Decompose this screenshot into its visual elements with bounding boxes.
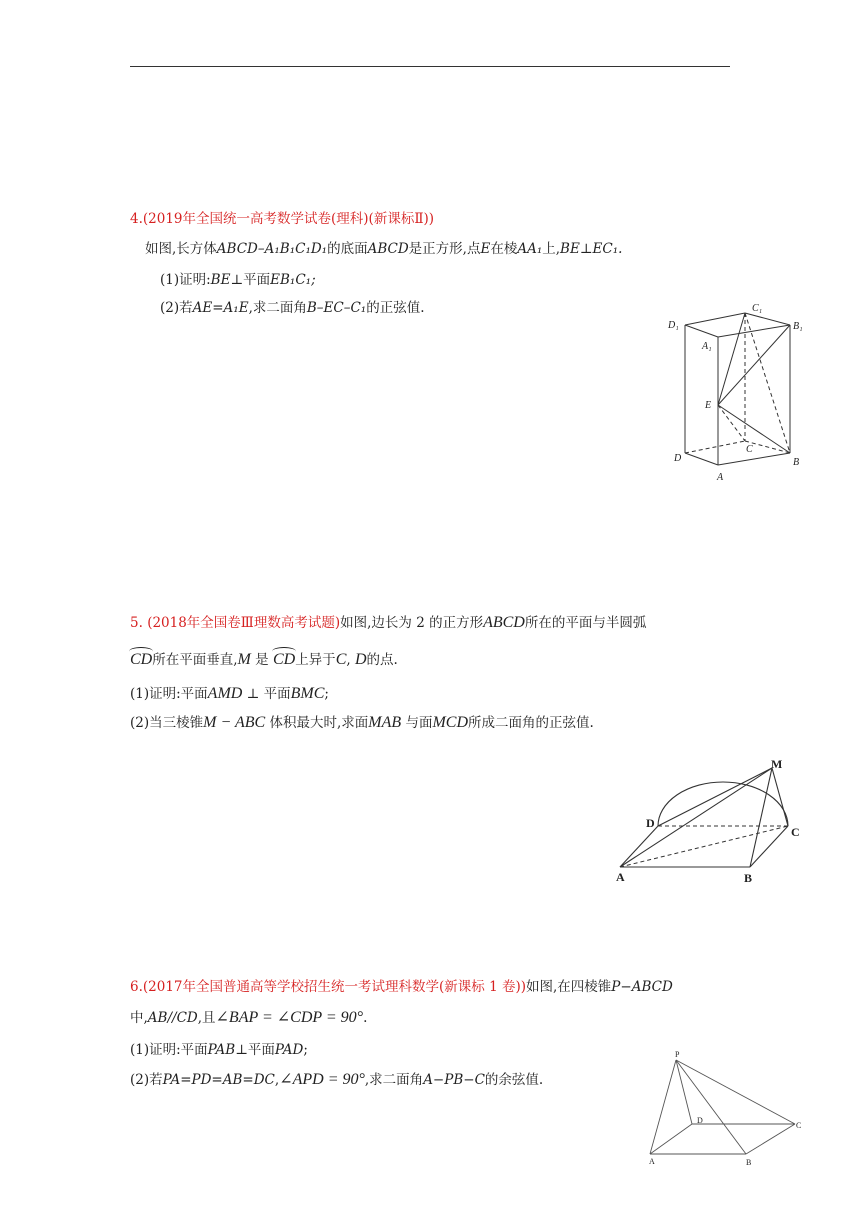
text: 与面 (405, 715, 433, 731)
math-text: BE⊥EC₁. (560, 241, 623, 257)
text: 所在平面垂直, (152, 652, 238, 668)
math-text: PA=PD=AB=DC (162, 1072, 275, 1088)
text: 平面 (263, 686, 291, 702)
segment-C1E (718, 313, 745, 405)
hidden-segment-AC (620, 826, 788, 867)
segment-AM (620, 768, 772, 867)
edge-DA (685, 453, 718, 465)
math-text: P−ABCD (611, 979, 673, 995)
edge-BC (750, 826, 788, 867)
text: ,求二面角 (248, 300, 307, 316)
math-text: ABCD (367, 241, 409, 257)
segment-EB1 (718, 325, 790, 405)
label-A1: A₁ (702, 341, 712, 352)
text: 上异于 (295, 652, 336, 668)
text: 所在的平面与半圆弧 (524, 615, 647, 631)
segment-DM (658, 768, 772, 826)
text: ,且 (197, 1010, 216, 1026)
text: ; (303, 1042, 308, 1058)
text: (2)若 (160, 300, 193, 316)
text: 所成二面角的正弦值. (468, 715, 594, 731)
label-D: D (674, 453, 682, 464)
math-text: PAB (207, 1042, 236, 1058)
math-text: MCD (432, 714, 469, 731)
label-A: A (717, 472, 724, 483)
text: 的正弦值. (366, 300, 425, 316)
math-text: EB₁C₁; (270, 272, 316, 288)
label-A: A (616, 870, 625, 884)
label-M: M (771, 757, 783, 771)
problem-number: 4. (130, 211, 143, 227)
label-B: B (746, 1158, 752, 1167)
text: 在棱 (490, 241, 518, 257)
semicircle-figure (610, 750, 810, 885)
math-text: ∠APD = 90° (279, 1071, 365, 1088)
segment-BM (750, 768, 772, 867)
problem-source: (2018年全国卷Ⅲ理数高考试题) (147, 615, 341, 631)
math-text: M (237, 651, 251, 668)
arc-CD-curve (658, 782, 788, 826)
text: . (363, 1010, 368, 1026)
problem-4-heading (130, 209, 434, 229)
text: ⊥ (246, 686, 260, 702)
math-text: D (354, 651, 367, 668)
text: 中, (130, 1010, 148, 1026)
problem-5-line-2 (130, 650, 398, 670)
label-B: B (793, 457, 800, 468)
problem-5-line-1 (130, 613, 646, 633)
text: , (274, 1072, 280, 1088)
problem-6-question-2 (130, 1070, 543, 1090)
math-text: ∠BAP = ∠CDP = 90° (215, 1009, 364, 1026)
text: ; (324, 686, 329, 702)
math-text: PAD (274, 1042, 304, 1058)
edge-A1B1 (718, 325, 790, 337)
text: 如图,在四棱锥 (526, 979, 612, 995)
header-rule (130, 66, 730, 67)
text: 是正方形,点 (408, 241, 481, 257)
math-text: AE=A₁E (192, 300, 249, 316)
problem-number: 6. (130, 979, 143, 995)
label-D1: D₁ (668, 320, 679, 331)
label-P: P (675, 1050, 680, 1059)
arc-CD: CD (272, 651, 296, 668)
math-text: C (335, 651, 347, 668)
text: (1)证明:平面 (130, 1042, 208, 1058)
label-C1: C₁ (752, 303, 763, 314)
problem-5-question-2 (130, 713, 594, 733)
text: , (346, 652, 351, 668)
problem-5-question-1 (130, 684, 329, 704)
hidden-segment-EC (718, 405, 745, 441)
edge-BC (746, 1124, 795, 1154)
text: 如图,长方体 (145, 241, 217, 257)
problem-6-line-2 (130, 1008, 367, 1028)
text: 如图,边长为 2 的正方形 (340, 615, 484, 631)
edge-D1A1 (685, 325, 718, 337)
edge-PB (676, 1060, 746, 1154)
math-text: AA₁ (517, 241, 543, 257)
segment-EB (718, 405, 790, 453)
problem-source: (2017年全国普通高等学校招生统一考试理科数学(新课标 1 卷)) (142, 979, 526, 995)
hidden-edge-DC (685, 441, 745, 453)
text: ,求二面角 (364, 1072, 424, 1088)
text: 上, (542, 241, 561, 257)
edge-PC (676, 1060, 795, 1124)
problem-4-question-2 (160, 298, 425, 318)
text: 的余弦值. (484, 1072, 544, 1088)
math-text: AB//CD (147, 1010, 198, 1026)
label-C: C (791, 825, 800, 839)
math-text: BMC (290, 685, 325, 702)
math-text: A−PB−C (423, 1072, 485, 1088)
label-B: B (744, 871, 753, 885)
text: (1)证明:平面 (130, 686, 208, 702)
math-text: BE (210, 272, 231, 288)
math-text: ABCD–A₁B₁C₁D₁ (216, 241, 328, 257)
text: ⊥平面 (235, 1042, 275, 1058)
label-C: C (746, 444, 753, 455)
math-text: M − ABC (203, 714, 266, 731)
edge-PD (676, 1060, 692, 1124)
edge-C1B1 (745, 313, 790, 325)
edge-AD (650, 1124, 692, 1154)
text: 的底面 (327, 241, 368, 257)
math-text: B–EC–C₁ (306, 300, 367, 316)
problem-source: (2019年全国统一高考数学试卷(理科)(新课标Ⅱ)) (142, 211, 435, 227)
label-B1: B₁ (793, 321, 803, 332)
problem-number: 5. (130, 615, 143, 631)
problem-4-question-1 (160, 270, 316, 290)
text: (2)若 (130, 1072, 163, 1088)
problem-4-statement (145, 239, 622, 259)
cuboid-figure (660, 300, 810, 485)
math-text: E (480, 241, 491, 257)
edge-AB (718, 453, 790, 465)
label-A: A (649, 1157, 655, 1166)
hidden-segment-C1B (745, 313, 790, 453)
problem-6-line-1 (130, 977, 673, 997)
text: (2)当三棱锥 (130, 715, 204, 731)
text: ⊥平面 (230, 272, 271, 288)
label-D: D (697, 1116, 703, 1125)
label-C: C (796, 1121, 802, 1130)
pyramid-figure (640, 1048, 810, 1168)
math-text: MAB (368, 714, 402, 731)
segment-MC (772, 768, 788, 826)
text: 体积最大时,求面 (269, 715, 369, 731)
text: (1)证明: (160, 272, 211, 288)
label-D: D (646, 816, 655, 830)
text: 是 (255, 652, 269, 668)
math-text: ABCD (483, 614, 525, 631)
text: 的点. (366, 652, 398, 668)
label-E: E (705, 400, 712, 411)
arc-CD: CD (130, 651, 153, 668)
edge-PA (650, 1060, 676, 1154)
math-text: AMD (207, 685, 243, 702)
problem-6-question-1 (130, 1040, 308, 1060)
edge-D1C1 (685, 313, 745, 325)
